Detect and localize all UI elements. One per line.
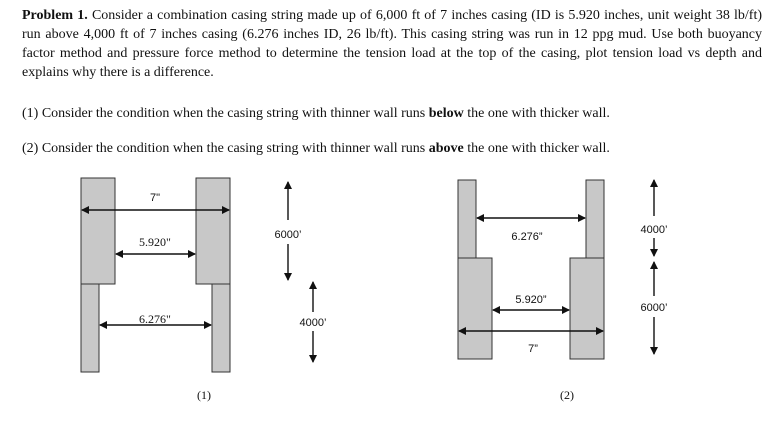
problem-text: Consider a combination casing string made up of 6,000 ft of 7 inches casing (ID is 5.920 inches, unit weight 38 lb/ft) run above 4,000 ft of 7 inches casing (6.276 inches ID, 26 lb/ft). This casing string was run in 12 ppg mud. Use both buoyancy factor method and pressure force method to determine the tension load at the top of the casing, plot tension load vs depth and explains why there is a difference.	[22, 8, 763, 80]
fig2-lower-id-label: 5.920”	[515, 294, 547, 306]
fig1-upper-right-wall	[196, 178, 230, 284]
fig1-upper-id-label: 5.920"	[139, 235, 171, 249]
fig2-od-label: 7”	[528, 343, 538, 355]
fig2-caption: (2)	[560, 388, 574, 402]
figure-1	[81, 178, 326, 402]
fig2-upper-id-label: 6.276”	[511, 231, 543, 243]
fig2-upper-length-label: 4000’	[640, 224, 668, 236]
figure-2	[458, 180, 667, 402]
condition-2-text: (2) Consider the condition when the casing string with thinner wall runs	[22, 141, 429, 156]
fig2-lower-right-wall	[570, 258, 604, 359]
fig1-lower-length-label: 4000’	[299, 317, 327, 329]
fig2-upper-left-wall	[458, 180, 476, 258]
condition-1-keyword: below	[428, 106, 464, 121]
fig1-lower-left-wall	[81, 284, 99, 372]
condition-1-suffix: the one with thicker wall.	[463, 106, 610, 121]
condition-2-suffix: the one with thicker wall.	[463, 141, 610, 156]
fig1-od-label: 7"	[149, 192, 161, 204]
fig1-caption: (1)	[197, 388, 211, 402]
fig2-lower-length-label: 6000’	[640, 302, 668, 314]
fig2-upper-right-wall	[586, 180, 604, 258]
condition-1-text: (1) Consider the condition when the casing string with thinner wall runs	[22, 106, 429, 121]
fig1-upper-length-label: 6000’	[274, 229, 302, 241]
fig2-lower-left-wall	[458, 258, 492, 359]
fig1-lower-id-label: 6.276"	[139, 312, 171, 326]
problem-label: Problem 1.	[22, 8, 88, 23]
fig1-lower-right-wall	[212, 284, 230, 372]
fig1-upper-left-wall	[81, 178, 115, 284]
condition-2-keyword: above	[428, 141, 464, 156]
